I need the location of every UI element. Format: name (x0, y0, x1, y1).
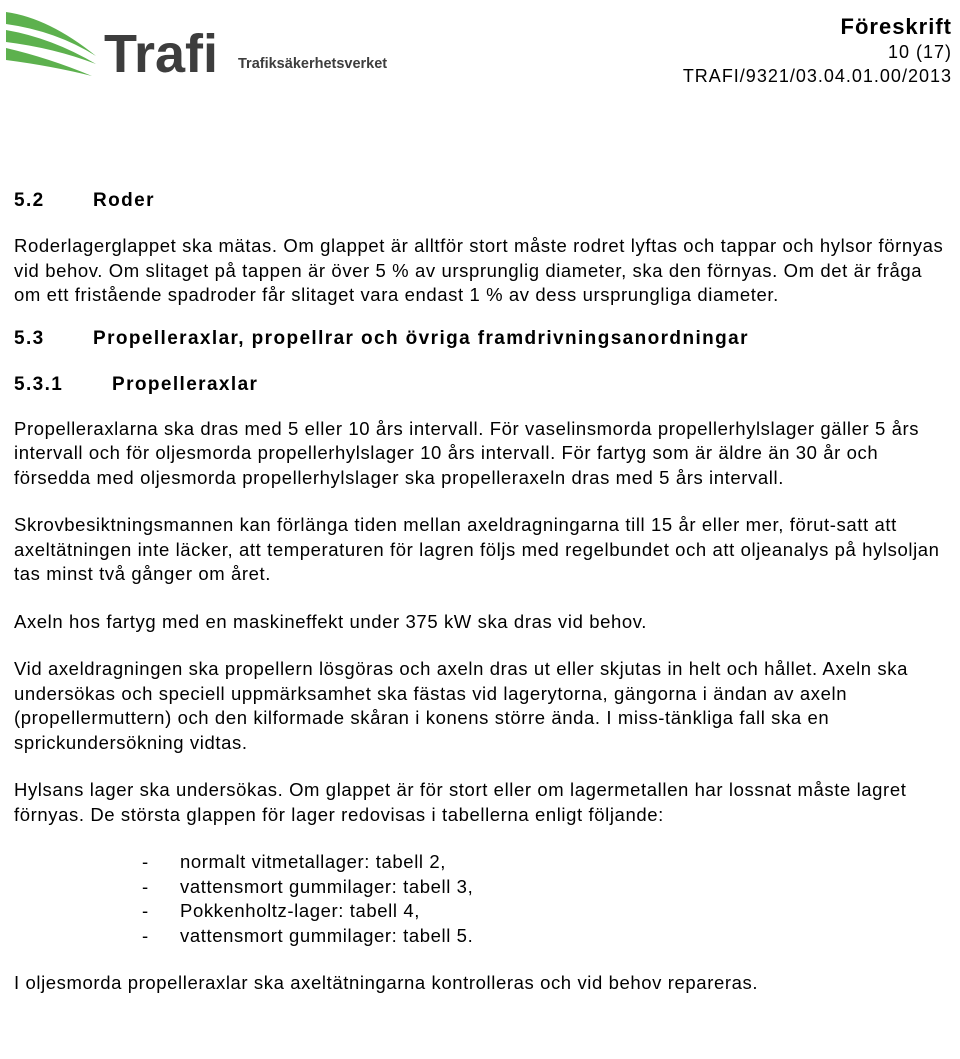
section-heading-5-3-1 (14, 374, 949, 396)
section-heading-5-2 (14, 190, 949, 212)
paragraph: Vid axeldragningen ska propellern lösgöras och axeln dras ut eller skjutas in helt och hållet. Axeln ska undersökas och speciell uppmärksamhet ska fästas vid lagerytorna, gängorna i ändan av axeln (propellermuttern) och den kilformade skåran i konens större ända. I miss-tänkliga fall ska en sprickundersökning vidtas. (14, 658, 909, 753)
list-item: - vattensmort gummilager: tabell 5. (14, 924, 949, 949)
paragraph: Propelleraxlarna ska dras med 5 eller 10 års intervall. För vaselinsmorda propellerhylslager gäller 5 års intervall och för oljesmorda propellerhylslager 10 års intervall. För fartyg som är äldre än 30 år och försedda med oljesmorda propellerhylslager ska propelleraxeln dras med 5 års intervall. (14, 417, 920, 488)
list-item: - normalt vitmetallager: tabell 2, (14, 850, 949, 875)
section-number: 5.2 (14, 190, 45, 211)
trafi-logo (4, 6, 404, 96)
brand-text: Trafi (104, 24, 219, 84)
list-item-text: vattensmort gummilager: tabell 3, (180, 875, 474, 897)
bearing-table-list (14, 850, 949, 948)
section-title: Propelleraxlar, propellrar och övriga framdrivningsanordningar (93, 327, 749, 349)
section-title: Propelleraxlar (112, 373, 259, 395)
paragraph: I oljesmorda propelleraxlar ska axeltätningarna kontrolleras och vid behov repareras. (14, 972, 759, 993)
agency-text: Trafiksäkerhetsverket (238, 56, 388, 72)
document-reference: TRAFI/9321/03.04.01.00/2013 (682, 66, 952, 86)
page-number: 10 (17) (887, 42, 952, 62)
section-number: 5.3.1 (14, 373, 64, 395)
document-body (14, 190, 949, 996)
paragraph: Hylsans lager ska undersökas. Om glappet är för stort eller om lagermetallen har lossnat måste lagret förnyas. De största glappen för lager redovisas i tabellerna enligt följande: (14, 779, 907, 825)
section-number: 5.3 (14, 327, 45, 349)
section-title: Roder (93, 190, 155, 211)
section-heading-5-3 (14, 328, 949, 350)
paragraph: Roderlagerglappet ska mätas. Om glappet är alltför stort måste rodret lyftas och tappar och hylsor förnyas vid behov. Om slitaget på tappen är över 5 % av ursprunglig diameter, ska den förnyas. Om det är fråga om ett fristående spadroder får slitaget vara endast 1 % av dess ursprungliga diameter. (14, 235, 944, 305)
trafi-logo-mark-icon (4, 6, 404, 96)
list-item-text: normalt vitmetallager: tabell 2, (180, 851, 446, 872)
paragraph: Skrovbesiktningsmannen kan förlänga tiden mellan axeldragningarna till 15 år eller mer, förut-satt att axeltätningen inte läcker, att temperaturen för lagren följs med regelbundet och att oljeanalys på hylsoljan tas minst två gånger om året. (14, 514, 940, 584)
document-meta (683, 14, 952, 88)
paragraph: Axeln hos fartyg med en maskineffekt under 375 kW ska dras vid behov. (14, 610, 648, 632)
list-item: - Pokkenholtz-lager: tabell 4, (14, 899, 949, 924)
document-type: Föreskrift (840, 14, 952, 39)
list-item-text: vattensmort gummilager: tabell 5. (180, 924, 474, 946)
list-item-text: Pokkenholtz-lager: tabell 4, (180, 900, 420, 921)
list-item: - vattensmort gummilager: tabell 3, (14, 875, 949, 900)
